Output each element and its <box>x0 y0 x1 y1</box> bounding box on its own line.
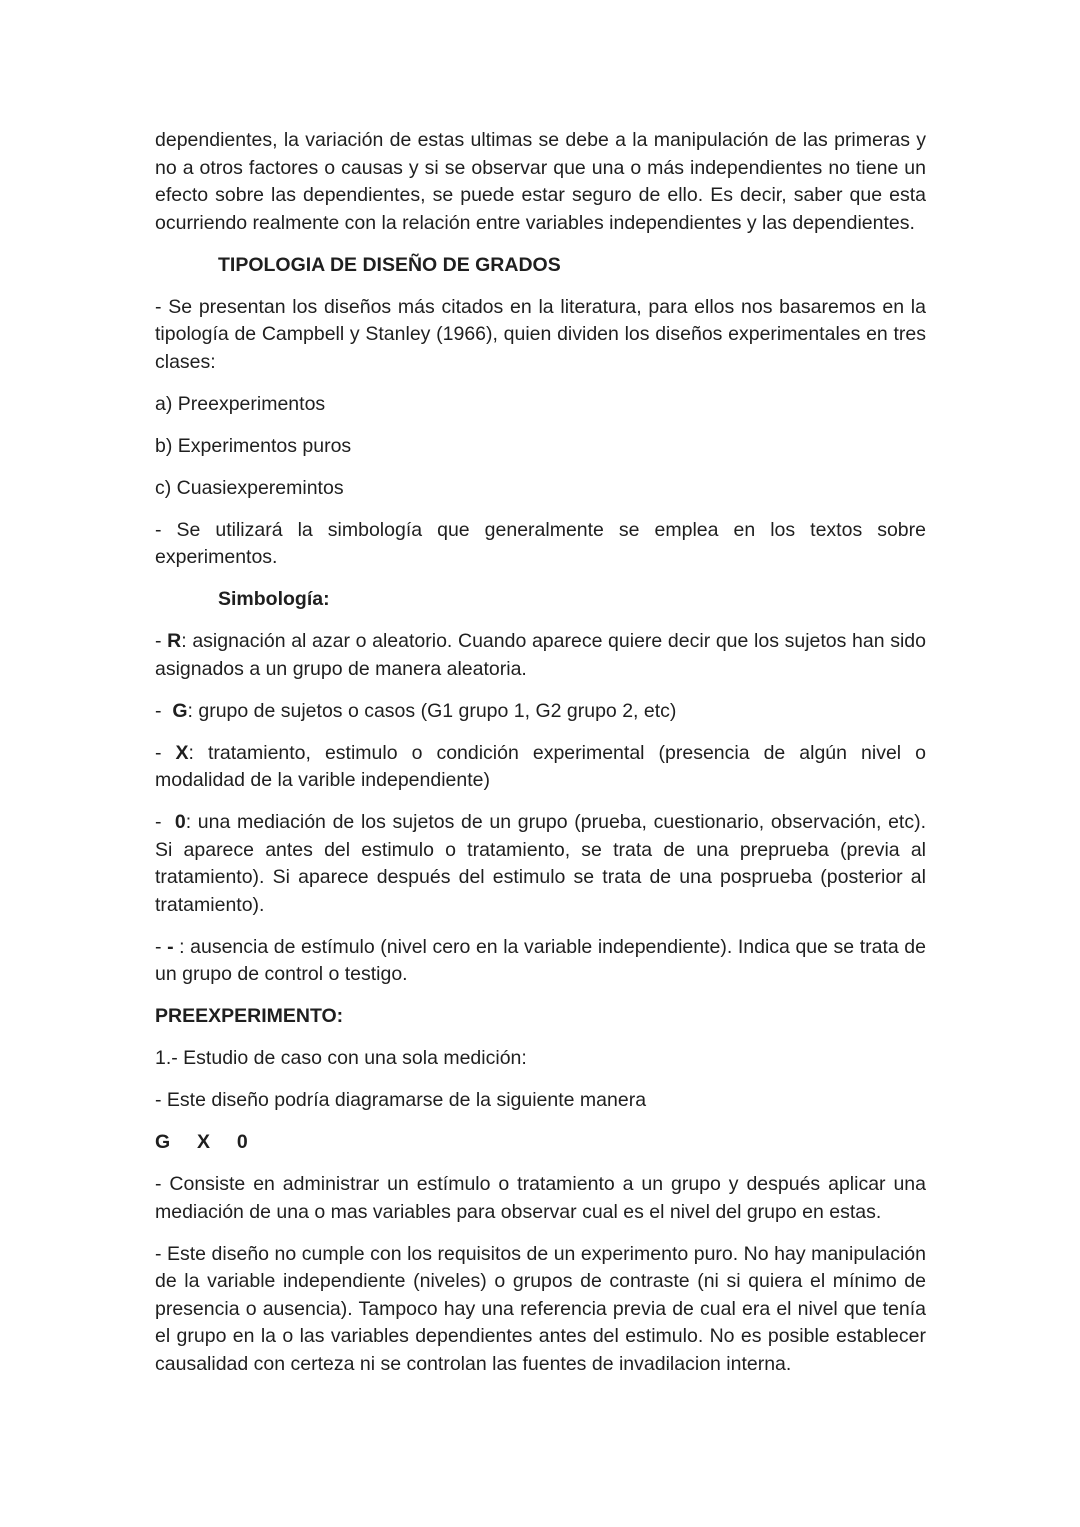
symbol-item-g <box>155 698 926 726</box>
symbol-item-x <box>155 740 926 795</box>
symbol-dash: - <box>167 935 174 958</box>
symbol-item-0 <box>155 809 926 919</box>
symbol-prefix: - <box>155 935 168 958</box>
symbol-prefix: - <box>155 699 173 722</box>
symbol-prefix: - <box>155 741 176 764</box>
heading-simbologia: Simbología: <box>218 588 330 610</box>
document-body <box>155 127 926 1393</box>
symbol-r-definition: : asignación al azar o aleatorio. Cuando aparece quiere decir que los sujetos han sido asignados a un grupo de manera aleatoria. <box>155 630 926 680</box>
symbol-g: G <box>172 699 188 722</box>
tipologia-paragraph: - Se presentan los diseños más citados en la literatura, para ellos nos basaremos en la tipología de Campbell y Stanley (1966), quien dividen los diseños experimentales en tres clases: <box>155 295 926 373</box>
symbol-x-definition: : tratamiento, estimulo o condición experimental (presencia de algún nivel o modalidad de la varible independiente) <box>155 741 926 791</box>
symbol-item-dash <box>155 934 926 989</box>
symbol-0: 0 <box>174 811 186 833</box>
simbologia-intro-paragraph: - Se utilizará la simbología que generalmente se emplea en los textos sobre experimentos. <box>155 518 926 568</box>
symbol-prefix: - <box>155 630 168 652</box>
class-item-c: c) Cuasiexperemintos <box>155 476 344 499</box>
symbol-0-definition: : una mediación de los sujetos de un grupo (prueba, cuestionario, observación, etc). Si aparece antes del estimulo o tratamiento, se trata de una preprueba (previa al tratamiento). Si aparece después del estimulo se trata de una posprueba (posterior al tratamiento). <box>155 811 926 916</box>
class-item-a: a) Preexperimentos <box>155 392 326 415</box>
symbol-prefix: - <box>155 811 175 833</box>
case-title: 1.- Estudio de caso con una sola medición: <box>155 1047 527 1069</box>
symbol-x: X <box>175 741 189 764</box>
consiste-paragraph: - Consiste en administrar un estímulo o tratamiento a un grupo y después aplicar una mediación de una o mas variables para observar cual es el nivel del grupo en estas. <box>155 1173 926 1223</box>
intro-paragraph: dependientes, la variación de estas ultimas se debe a la manipulación de las primeras y no a otros factores o causas y si se observar que una o más independientes no tiene un efecto sobre las dependientes, se puede estar seguro de ello. Es decir, saber que esta ocurriendo realmente con la relación entre variables independientes y las dependientes. <box>155 129 926 234</box>
design-diagram: G X 0 <box>155 1131 248 1153</box>
symbol-item-r <box>155 628 926 683</box>
class-item-b: b) Experimentos puros <box>155 434 352 457</box>
diagram-intro: - Este diseño podría diagramarse de la siguiente manera <box>155 1089 647 1111</box>
symbol-r: R <box>167 630 182 652</box>
no-cumple-paragraph: - Este diseño no cumple con los requisitos de un experimento puro. No hay manipulación de la variable independiente (niveles) o grupos de contraste (ni si quiera el mínimo de presencia o ausencia). Tampoco hay una referencia previa de cual era el nivel que tenía el grupo en la o las variables dependientes antes del estimulo. No es posible establecer causalidad con certeza ni se controlan las fuentes de invadilacion interna. <box>155 1242 926 1375</box>
symbol-dash-definition: : ausencia de estímulo (nivel cero en la variable independiente). Indica que se trata de un grupo de control o testigo. <box>155 935 926 985</box>
heading-tipologia: TIPOLOGIA DE DISEÑO DE GRADOS <box>218 253 561 276</box>
symbol-g-definition: : grupo de sujetos o casos (G1 grupo 1, G2 grupo 2, etc) <box>187 699 677 722</box>
heading-preexperimento: PREEXPERIMENTO: <box>155 1005 344 1027</box>
